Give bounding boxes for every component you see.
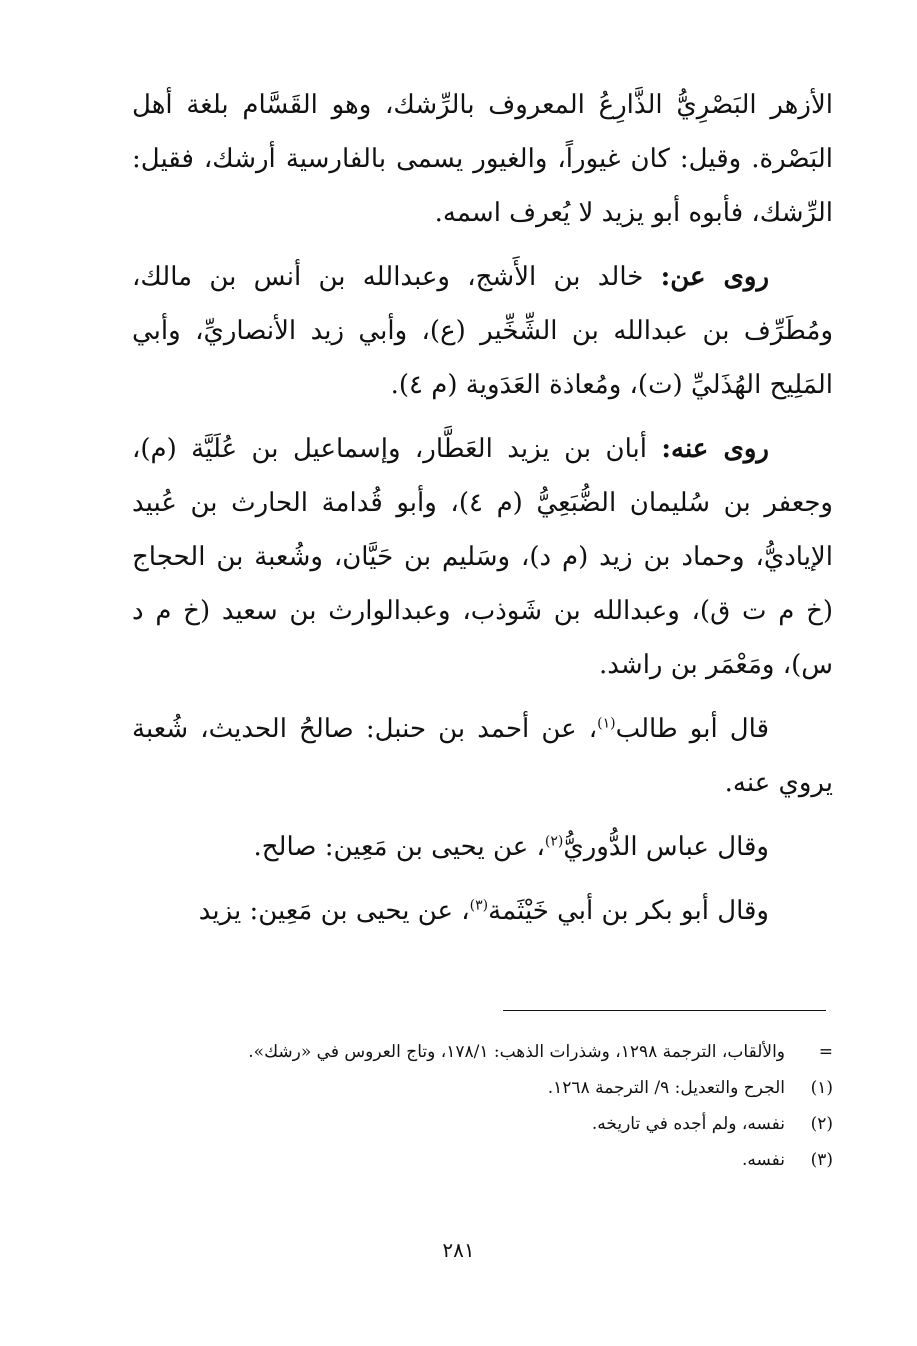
footnote-ref-1[interactable]: (١) xyxy=(597,715,616,732)
quote-abbas-al-duri xyxy=(132,820,833,874)
footnote-text: نفسه، ولم أجده في تاريخه. xyxy=(591,1114,785,1134)
quote-abu-talib xyxy=(132,702,833,810)
main-text xyxy=(132,78,833,938)
footnote-mark: (٢) xyxy=(810,1114,833,1134)
quote-1-after: ، عن أحمد بن حنبل: صالحُ الحديث، شُعبة يروي عنه. xyxy=(132,714,833,798)
narrated-by-paragraph xyxy=(132,422,833,692)
footnote-2 xyxy=(132,1106,833,1142)
narrated-by-label: روى عنه: xyxy=(661,434,769,464)
narrated-from-text: خالد بن الأَشج، وعبدالله بن أنس بن مالك، ومُطَرِّف بن عبدالله بن الشِّخِّير (ع)، وأبي زيد الأنصاريِّ، وأبي المَلِيح الهُذَليِّ (ت)، ومُعاذة العَدَوية (م ٤). xyxy=(132,262,833,400)
footnote-ref-2[interactable]: (٢) xyxy=(544,833,564,850)
footnotes xyxy=(132,1034,833,1178)
quote-3-before: وقال أبو بكر بن أبي خَيْثَمة xyxy=(488,896,769,926)
quote-2-before: وقال عباس الدُّوريُّ xyxy=(563,832,769,862)
footnote-1 xyxy=(132,1070,833,1106)
footnote-3 xyxy=(132,1142,833,1178)
footnote-continuation xyxy=(132,1034,833,1070)
footnote-mark: (٣) xyxy=(810,1150,833,1170)
biography-paragraph: الأزهر البَصْرِيُّ الذَّارِعُ المعروف بالرِّشك، وهو القَسَّام بلغة أهل البَصْرة. وقيل: كان غيوراً، والغيور يسمى بالفارسية أرشك، فقيل: الرِّشك، فأبوه أبو يزيد لا يُعرف اسمه. xyxy=(132,90,833,228)
footnote-text: الجرح والتعديل: ٩/ الترجمة ١٢٦٨. xyxy=(547,1078,785,1098)
narrated-from-label: روى عن: xyxy=(660,262,769,292)
footnote-ref-3[interactable]: (٣) xyxy=(469,897,489,914)
quote-1-before: قال أبو طالب xyxy=(615,714,769,744)
narrated-from-paragraph xyxy=(132,250,833,412)
narrated-by-text: أبان بن يزيد العَطَّار، وإسماعيل بن عُلَيَّة (م)، وجعفر بن سُليمان الضُّبَعِيُّ (م ٤)، وأبو قُدامة الحارث بن عُبيد الإياديُّ، وحماد بن زيد (م د)، وسَليم بن حَيَّان، وشُعبة بن الحجاج (خ م ت ق)، وعبدالله بن شَوذب، وعبدالوارث بن سعيد (خ م د س)، ومَعْمَر بن راشد. xyxy=(132,434,833,680)
footnote-text: والألقاب، الترجمة ١٢٩٨، وشذرات الذهب: ١٧٨/١، وتاج العروس في «رشك». xyxy=(248,1042,785,1062)
footnote-mark: = xyxy=(818,1042,833,1062)
footnote-text: نفسه. xyxy=(741,1150,785,1170)
footnote-separator xyxy=(503,1010,826,1011)
quote-3-after: ، عن يحيى بن مَعِين: يزيد xyxy=(198,896,470,926)
quote-abu-bakr xyxy=(132,884,833,938)
quote-2-after: ، عن يحيى بن مَعِين: صالح. xyxy=(253,832,545,862)
footnote-mark: (١) xyxy=(810,1078,833,1098)
page-number: ٢٨١ xyxy=(442,1238,475,1262)
